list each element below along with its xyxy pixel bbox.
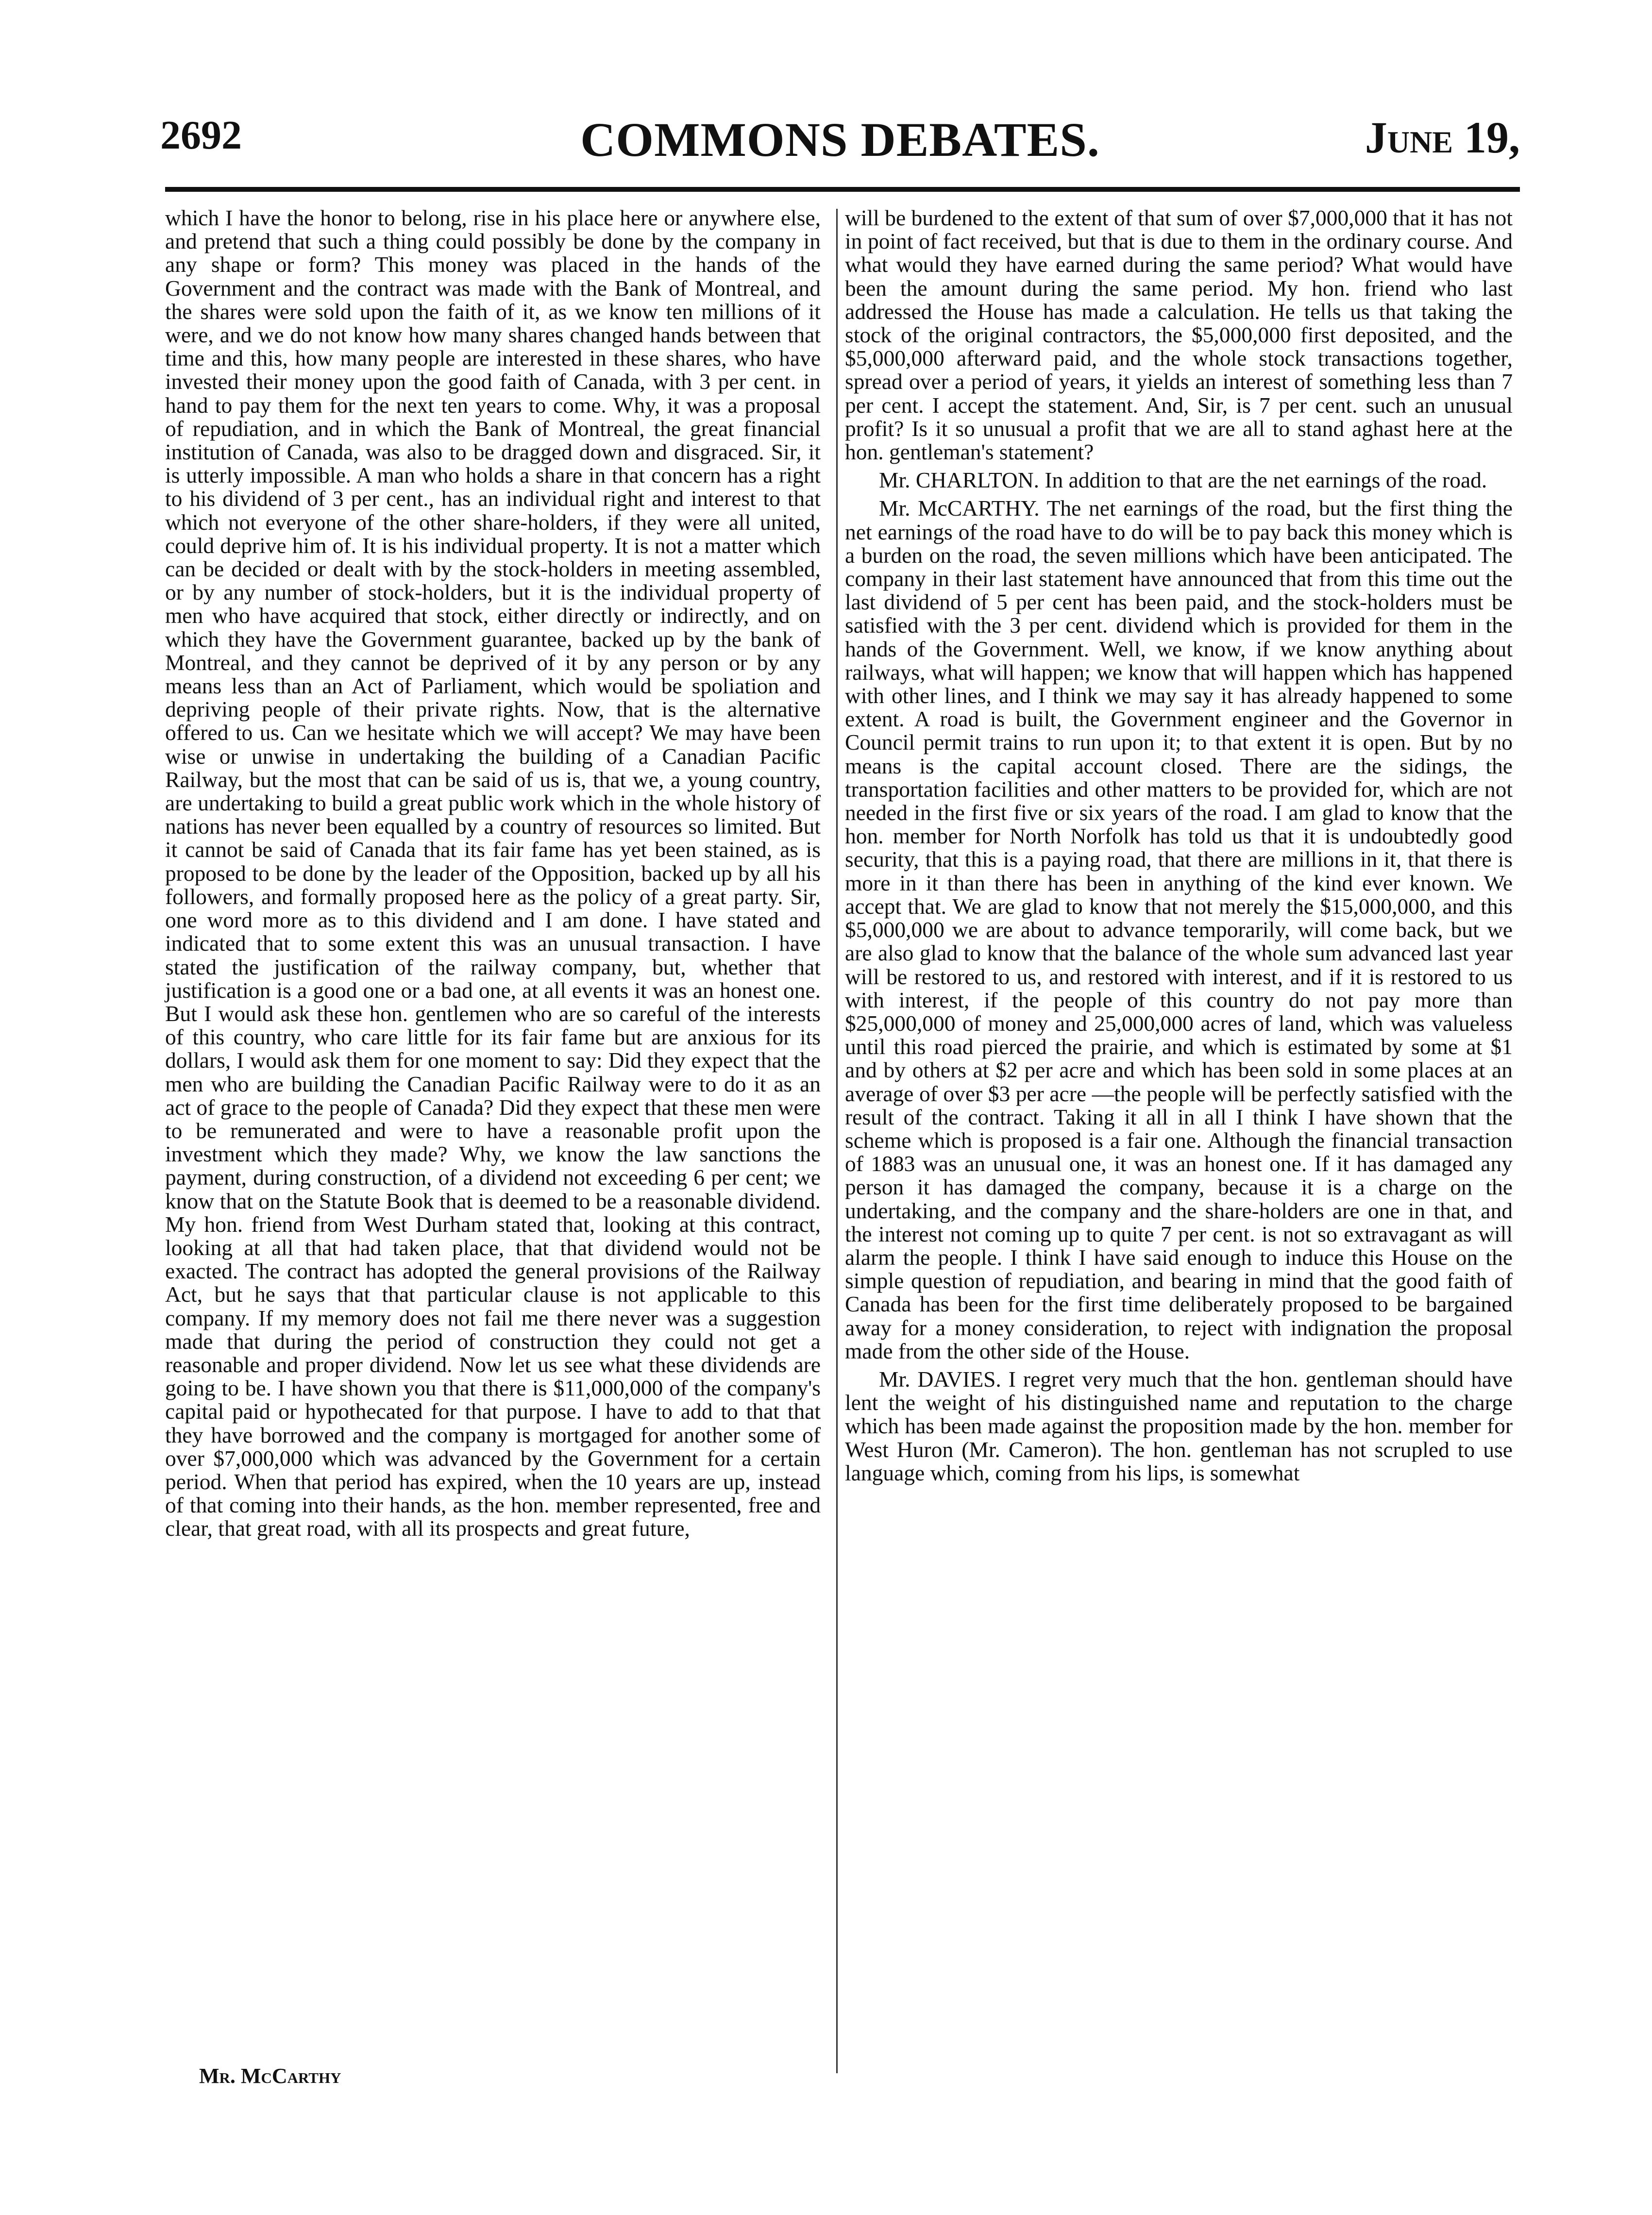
header-rule — [165, 187, 1520, 192]
page-number: 2692 — [160, 113, 242, 158]
page-date-month: June — [1365, 113, 1453, 162]
journal-title: COMMONS DEBATES. — [580, 113, 1100, 167]
speech-charlton: Mr. CHARLTON. In addition to that are the net earnings of the road. — [879, 468, 1487, 493]
column-divider — [836, 209, 838, 2073]
footer-speaker — [199, 2064, 341, 2088]
footer-speaker-name: Mr. McCarthy — [199, 2064, 341, 2088]
speech-davies: Mr. DAVIES. I regret very much that the hon. gentleman should have lent the weight of his distinguished name and reputation to the charge which has been made against the proposition made by the hon. member for West Huron (Mr. Cameron). The hon. gentleman has not scrupled to use language which, coming from his lips, is somewhat — [845, 1366, 1513, 1485]
left-column — [165, 206, 821, 1541]
right-paragraph-1: will be burdened to the extent of that sum of over $7,000,000 that it has not in point of fact received, but that is due to them in the ordinary course. And what would they have earned during the same period? What would have been the amount during the same period. My hon. friend who last addressed the House has made a calculation. He tells us that taking the stock of the original contractors, the $5,000,000 first deposited, and the $5,000,000 afterward paid, and the whole stock transactions together, spread over a period of years, it yields an interest of something less than 7 per cent. I accept the statement. And, Sir, is 7 per cent. such an unusual profit? Is it so unusual a profit that we are all to stand aghast here at the hon. gentleman's statement? — [845, 205, 1513, 465]
page-header — [160, 112, 1520, 175]
speech-mccarthy: Mr. McCARTHY. The net earnings of the road, but the first thing the net earnings of the road have to do will be to pay back this money which is a burden on the road, the seven millions which have been anticipated. The company in their last statement have announced that from this time out the last dividend of 5 per cent has been paid, and the stock-holders must be satisfied with the 3 per cent. dividend which is provided for them in the hands of the Government. Well, we know, if we know anything about railways, what will happen; we know that will happen which has happened with other lines, and I think we may say it has already happened to some extent. A road is built, the Government engineer and the Governor in Council permit trains to run upon it; to that extent it is open. But by no means is the capital account closed. There are the sidings, the transportation facilities and other matters to be provided for, which are not needed in the first five or six years of the road. I am glad to know that the hon. member for North Norfolk has told us that it is undoubtedly good security, that this is a paying road, that there are millions in it, that there is more in it than there has been in anything of the kind ever known. We accept that. We are glad to know that not merely the $15,000,000, and this $5,000,000 we are about to advance temporarily, will come back, but we are also glad to know that the balance of the whole sum advanced last year will be restored to us, and restored with interest, and if it is restored to us with interest, if the people of this country do not pay more than $25,000,000 of money and 25,000,000 acres of land, which was valueless until this road pierced the prairie, and which is estimated by some at $1 and by others at $2 per acre and which has been sold in some places at an average of over $3 per acre —the people will be perfectly satisfied with the result of the contract. Taking it all in all I think I have shown that the scheme which is proposed is a fair one. Although the financial transaction of 1883 was an unusual one, it was an honest one. If it has damaged any person it has damaged the company, because it is a charge on the undertaking, and the company and the share-holders are one in that, and the interest not coming up to quite 7 per cent. is not so extravagant as will alarm the people. I think I have said enough to induce this House on the simple question of repudiation, and bearing in mind that the good faith of Canada has been for the first time deliberately proposed to be bargained away for a money consideration, to reject with indignation the proposal made from the other side of the House. — [845, 496, 1513, 1363]
page-date-day: 19, — [1464, 113, 1520, 162]
left-paragraph-1: which I have the honor to belong, rise in his place here or anywhere else, and pretend that such a thing could possibly be done by the company in any shape or form? This money was placed in the hands of the Government and the contract was made with the Bank of Montreal, and the shares were sold upon the faith of it, as we know ten millions of it were, and we do not know how many shares changed hands between that time and this, how many people are interested in these shares, who have invested their money upon the good faith of Canada, with 3 per cent. in hand to pay them for the next ten years to come. Why, it was a proposal of repudiation, and in which the Bank of Montreal, the great financial institution of Canada, was also to be dragged down and disgraced. Sir, it is utterly impossible. A man who holds a share in that concern has a right to his dividend of 3 per cent., has an individual right and interest to that which not everyone of the other share-holders, if they were all united, could deprive him of. It is his individual property. It is not a matter which can be decided or dealt with by the stock-holders in meeting assembled, or by any number of stock-holders, but it is the individual property of men who have acquired that stock, either directly or indirectly, and on which they have the Government guarantee, backed up by the bank of Montreal, and they cannot be deprived of it by any person or by any means less than an Act of Parliament, which would be spoliation and depriving people of their private rights. Now, that is the alternative offered to us. Can we hesitate which we will accept? We may have been wise or unwise in undertaking the building of a Canadian Pacific Railway, but the most that can be said of us is, that we, a young country, are undertaking to build a great public work which in the whole history of nations has never been equalled by a country of resources so limited. But it cannot be said of Canada that its fair fame has yet been stained, as is proposed to be done by the leader of the Opposition, backed up by all his followers, and formally proposed here as the policy of a great party. Sir, one word more as to this dividend and I am done. I have stated and indicated that to some extent this was an unusual transaction. I have stated the justification of the railway company, but, whether that justification is a good one or a bad one, at all events it was an honest one. But I would ask these hon. gentlemen who are so careful of the interests of this country, who care little for its fair fame but are anxious for its dollars, I would ask them for one moment to say: Did they expect that the men who are building the Canadian Pacific Railway were to do it as an act of grace to the people of Canada? Did they expect that these men were to be remunerated and were to have a reasonable profit upon the investment which they made? Why, we know the law sanctions the payment, during construction, of a dividend not exceeding 6 per cent; we know that on the Statute Book that is deemed to be a reasonable dividend. My hon. friend from West Durham stated that, looking at this contract, looking at all that had taken place, that that dividend would not be exacted. The contract has adopted the general provisions of the Railway Act, but he says that that particular clause is not applicable to this company. If my memory does not fail me there never was a suggestion made that during the period of construction they could not get a reasonable and proper dividend. Now let us see what these dividends are going to be. I have shown you that there is $11,000,000 of the company's capital paid or hypothecated for that purpose. I have to add to that that they have borrowed and the company is mortgaged for another some of over $7,000,000 which was advanced by the Government for a certain period. When that period has expired, when the 10 years are up, instead of that coming into their hands, as the hon. member represented, free and clear, that great road, with all its prospects and great future, — [165, 205, 821, 1541]
right-column — [845, 206, 1513, 1485]
page-date — [1365, 112, 1520, 163]
